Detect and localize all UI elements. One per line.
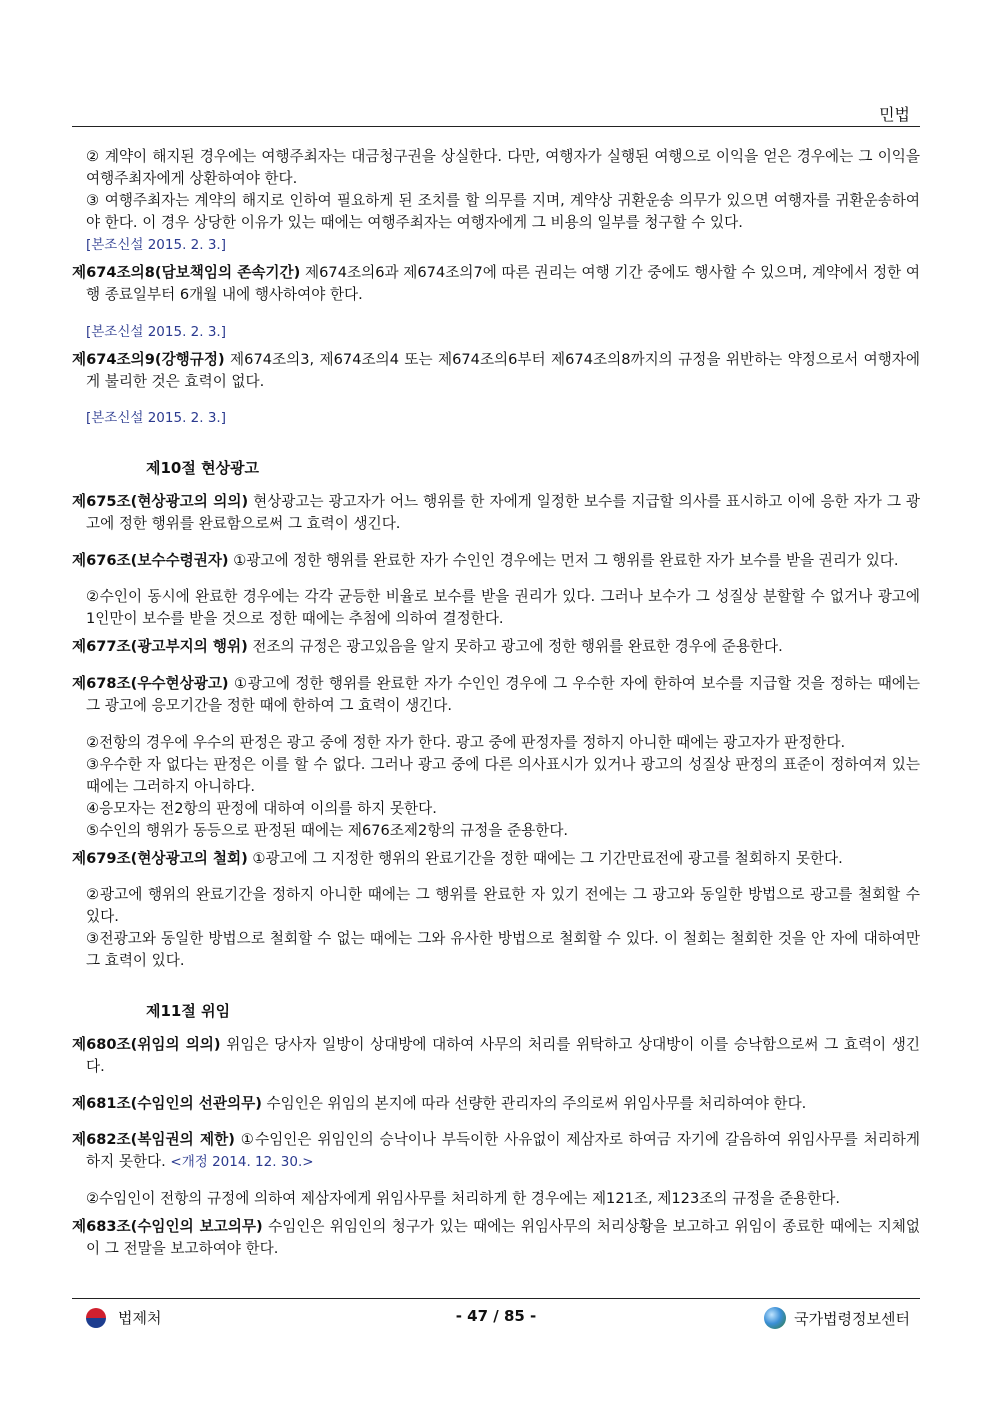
amendment-note: [본조신설 2015. 2. 3.] bbox=[86, 323, 226, 340]
article-paragraph: ③전광고와 동일한 방법으로 철회할 수 없는 때에는 그와 유사한 방법으로 철회할 수 있다. 이 철회는 철회한 것을 안 자에 대하여만 그 효력이 있다. bbox=[86, 930, 920, 970]
paragraph: ③ 여행주최자는 계약의 해지로 인하여 필요하게 된 조치를 할 의무를 지며, 계약상 귀환운송 의무가 있으면 여행자를 귀환운송하여야 한다. 이 경우 상당한 이유가 있는 때에는 여행주최자는 여행자에게 그 비용의 일부를 청구할 수 있다. bbox=[86, 192, 920, 231]
section-title: 제11절 위임 bbox=[146, 1002, 231, 1021]
article-676 bbox=[72, 550, 920, 572]
footer-center-name: 국가법령정보센터 bbox=[794, 1309, 910, 1328]
article-text: 수임인은 위임의 본지에 따라 선량한 관리자의 주의로써 위임사무를 처리하여야 한다. bbox=[261, 1094, 807, 1112]
header-title: 민법 bbox=[879, 105, 910, 124]
article-title: 제683조(수임인의 보고의무) bbox=[72, 1217, 263, 1235]
footer-org: 법제처 bbox=[118, 1309, 162, 1327]
article-text: 현상광고는 광고자가 어느 행위를 한 자에게 일정한 보수를 지급할 의사를 표시하고 이에 응한 자가 그 광고에 정한 행위를 완료함으로써 그 효력이 생긴다. bbox=[86, 493, 921, 533]
article-677 bbox=[72, 636, 920, 658]
article-title: 제682조(복임권의 제한) bbox=[72, 1131, 235, 1149]
article-title: 제681조(수임인의 선관의무) bbox=[72, 1094, 262, 1112]
page-footer bbox=[72, 1298, 920, 1339]
article-title: 제675조(현상광고의 의의) bbox=[72, 493, 249, 511]
amendment-note: <개정 2014. 12. 30.> bbox=[170, 1154, 314, 1171]
article-text: 제674조의6과 제674조의7에 따른 권리는 여행 기간 중에도 행사할 수 있으며, 계약에서 정한 여행 종료일부터 6개월 내에 행사하여야 한다. bbox=[86, 264, 921, 303]
article-text: ①광고에 그 지정한 행위의 완료기간을 정한 때에는 그 기간만료전에 광고를 철회하지 못한다. bbox=[247, 849, 843, 867]
article-paragraph: ②광고에 행위의 완료기간을 정하지 아니한 때에는 그 행위를 완료한 자 있기 전에는 그 광고와 동일한 방법으로 광고를 철회할 수 있다. bbox=[86, 886, 920, 926]
article-679 bbox=[72, 848, 920, 870]
page-number: - 47 / 85 - bbox=[455, 1307, 537, 1325]
article-683 bbox=[72, 1216, 920, 1260]
article-title: 제676조(보수수령권자) bbox=[72, 551, 229, 569]
article-title: 제679조(현상광고의 철회) bbox=[72, 849, 248, 867]
article-paragraph: ③우수한 자 없다는 판정은 이를 할 수 없다. 그러나 광고 중에 다른 의사표시가 있거나 광고의 성질상 판정의 표준이 정하여져 있는 때에는 그러하지 아니하다. bbox=[86, 755, 920, 795]
amendment-note: [본조신설 2015. 2. 3.] bbox=[86, 237, 226, 253]
amendment-note: [본조신설 2015. 2. 3.] bbox=[86, 410, 226, 427]
article-paragraph: ④응모자는 전2항의 판정에 대하여 이의를 하지 못한다. bbox=[86, 799, 437, 817]
page-header bbox=[72, 96, 920, 127]
article-paragraph: ②전항의 경우에 우수의 판정은 광고 중에 정한 자가 한다. 광고 중에 판정자를 정하지 아니한 때에는 광고자가 판정한다. bbox=[86, 733, 846, 751]
article-674-9 bbox=[72, 349, 920, 393]
article-title: 제674조의9(강행규정) bbox=[72, 350, 225, 368]
paragraph: ② 계약이 해지된 경우에는 여행주최자는 대금청구권을 상실한다. 다만, 여행자가 실행된 여행으로 이익을 얻은 경우에는 그 이익을 여행주최자에게 상환하여야 한다. bbox=[86, 148, 920, 187]
article-text: ①수임인은 위임인의 승낙이나 부득이한 사유없이 제삼자로 하여금 자기에 갈음하여 위임사무를 처리하게 하지 못한다. bbox=[86, 1131, 921, 1171]
article-680 bbox=[72, 1034, 920, 1078]
article-678 bbox=[72, 673, 920, 717]
article-title: 제678조(우수현상광고) bbox=[72, 674, 229, 692]
article-675 bbox=[72, 491, 920, 535]
article-text: 전조의 규정은 광고있음을 알지 못하고 광고에 정한 행위를 완료한 경우에 준용한다. bbox=[247, 638, 783, 656]
article-paragraph: ⑤수인의 행위가 동등으로 판정된 때에는 제676조제2항의 규정을 준용한다. bbox=[86, 821, 569, 839]
article-681 bbox=[72, 1093, 920, 1115]
article-text: 수임인은 위임인의 청구가 있는 때에는 위임사무의 처리상황을 보고하고 위임이 종료한 때에는 지체없이 그 전말을 보고하여야 한다. bbox=[86, 1217, 920, 1257]
article-674-8 bbox=[72, 262, 920, 306]
article-text: 제674조의3, 제674조의4 또는 제674조의6부터 제674조의8까지의 규정을 위반하는 약정으로서 여행자에게 불리한 것은 효력이 없다. bbox=[86, 350, 920, 390]
globe-logo-icon bbox=[764, 1307, 786, 1329]
article-text: ①광고에 정한 행위를 완료한 자가 수인인 경우에는 먼저 그 행위를 완료한 자가 보수를 받을 권리가 있다. bbox=[228, 551, 899, 569]
article-title: 제680조(위임의 의의) bbox=[72, 1036, 221, 1054]
document-body bbox=[72, 146, 920, 1275]
article-title: 제674조의8(담보책임의 존속기간) bbox=[72, 264, 301, 281]
article-title: 제677조(광고부지의 행위) bbox=[72, 638, 248, 656]
article-text: 위임은 당사자 일방이 상대방에 대하여 사무의 처리를 위탁하고 상대방이 이를 승낙함으로써 그 효력이 생긴다. bbox=[86, 1036, 920, 1076]
footer-right bbox=[764, 1307, 910, 1329]
article-text: ①광고에 정한 행위를 완료한 자가 수인인 경우에 그 우수한 자에 한하여 보수를 지급할 것을 정하는 때에는 그 광고에 응모기간을 정한 때에 한하여 그 효력이 생긴다. bbox=[86, 674, 920, 714]
section-title: 제10절 현상광고 bbox=[146, 459, 260, 478]
article-paragraph: ②수인이 동시에 완료한 경우에는 각각 균등한 비율로 보수를 받을 권리가 있다. 그러나 보수가 그 성질상 분할할 수 없거나 광고에 1인만이 보수를 받을 것으로 정한 때에는 추첨에 의하여 결정한다. bbox=[86, 588, 921, 628]
article-paragraph: ②수임인이 전항의 규정에 의하여 제삼자에게 위임사무를 처리하게 한 경우에는 제121조, 제123조의 규정을 준용한다. bbox=[86, 1189, 841, 1207]
article-682 bbox=[72, 1129, 920, 1173]
